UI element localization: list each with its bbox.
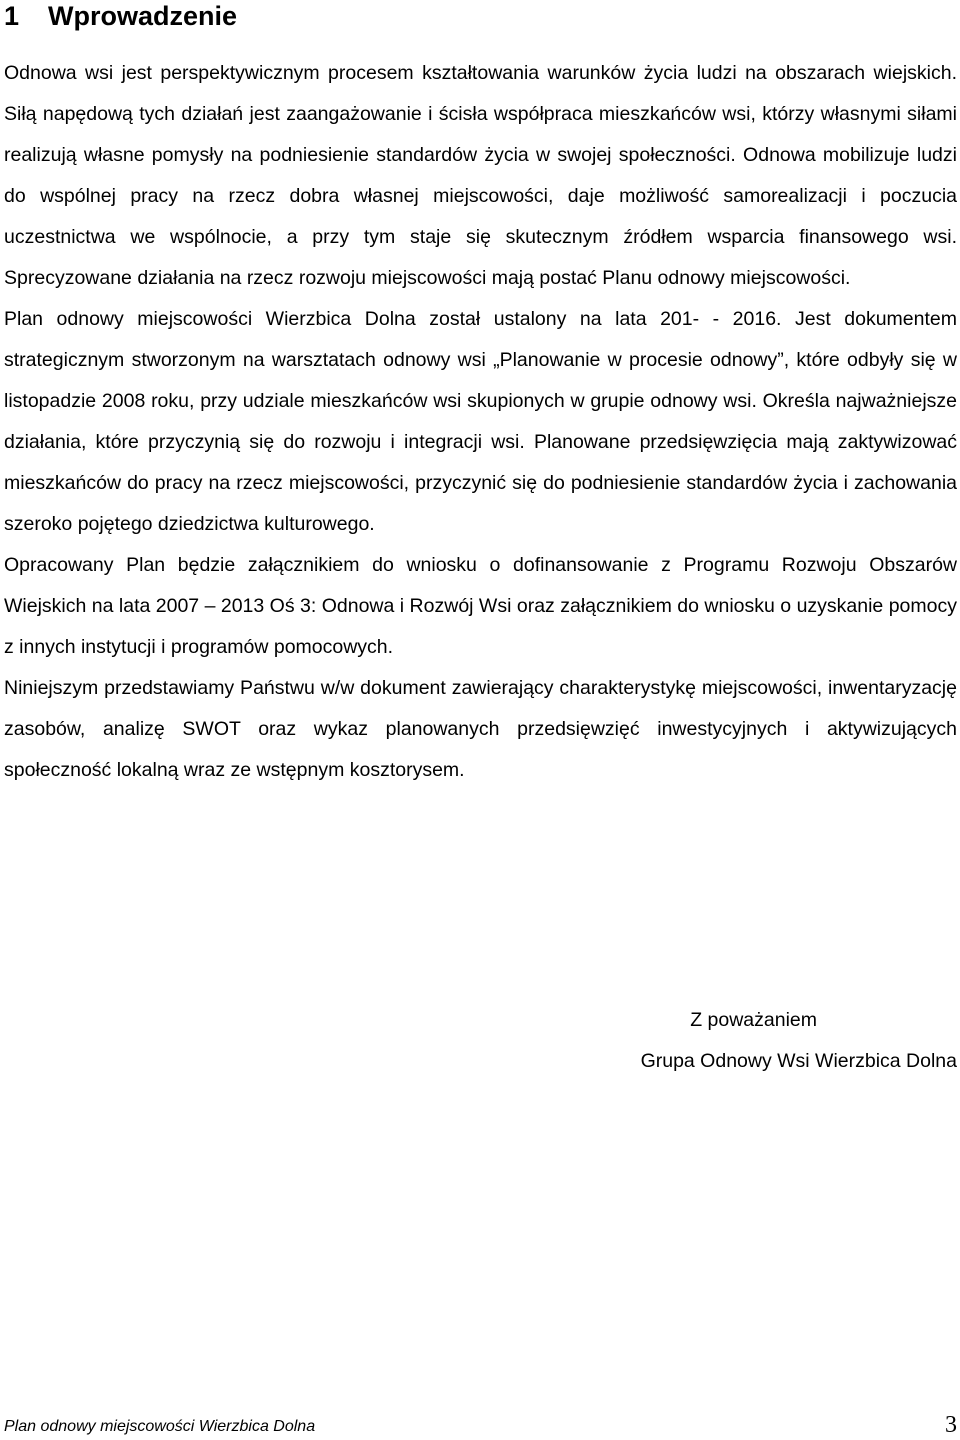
section-number: 1 [4, 1, 20, 31]
paragraph-attachment: Opracowany Plan będzie załącznikiem do wniosku o dofinansowanie z Programu Rozwoju Obszarów Wiejskich na lata 2007 – 2013 Oś 3: Odnowa i Rozwój Wsi oraz załącznikiem do wniosku o uzyskanie pomocy z innych instytucji i programów pomocowych. [4, 554, 957, 658]
closing-block [4, 1000, 957, 1082]
section-title: Wprowadzenie [48, 1, 238, 31]
paragraph-presentation: Niniejszym przedstawiamy Państwu w/w dokument zawierający charakterystykę miejscowości, inwentaryzację zasobów, analizę SWOT oraz wykaz planowanych przedsięwzięć inwestycyjnych i aktywizujących społeczność lokalną wraz ze wstępnym kosztorysem. [4, 677, 957, 781]
page-footer [4, 1411, 957, 1439]
paragraph-intro: Odnowa wsi jest perspektywicznym procesem kształtowania warunków życia ludzi na obszarach wiejskich. Siłą napędową tych działań jest zaangażowanie i ścisła współpraca mieszkańców wsi, którzy własnymi siłami realizują własne pomysły na podniesienie standardów życia w swojej społeczności. Odnowa mobilizuje ludzi do wspólnej pracy na rzecz dobra własnej miejscowości, daje możliwość samorealizacji i poczucia uczestnictwa we wspólnocie, a przy tym staje się skutecznym źródłem wsparcia finansowego wsi. Sprecyzowane działania na rzecz rozwoju miejscowości mają postać Planu odnowy miejscowości. [4, 62, 957, 289]
closing-signature: Grupa Odnowy Wsi Wierzbica Dolna [640, 1050, 957, 1072]
closing-greeting: Z poważaniem [690, 1009, 817, 1031]
paragraph-plan: Plan odnowy miejscowości Wierzbica Dolna został ustalony na lata 201- - 2016. Jest dokumentem strategicznym stworzonym na warsztatach odnowy wsi „Planowanie w procesie odnowy”, które odbyły się w listopadzie 2008 roku, przy udziale mieszkańców wsi skupionych w grupie odnowy wsi. Określa najważniejsze działania, które przyczynią się do rozwoju i integracji wsi. Planowane przedsięwzięcia mają zaktywizować mieszkańców do pracy na rzecz miejscowości, przyczynić się do podniesienie standardów życia i zachowania szeroko pojętego dziedzictwa kulturowego. [4, 308, 957, 535]
section-heading [4, 0, 954, 32]
footer-page-number: 3 [945, 1412, 957, 1438]
footer-document-title: Plan odnowy miejscowości Wierzbica Dolna [4, 1418, 316, 1435]
document-body [4, 53, 957, 791]
